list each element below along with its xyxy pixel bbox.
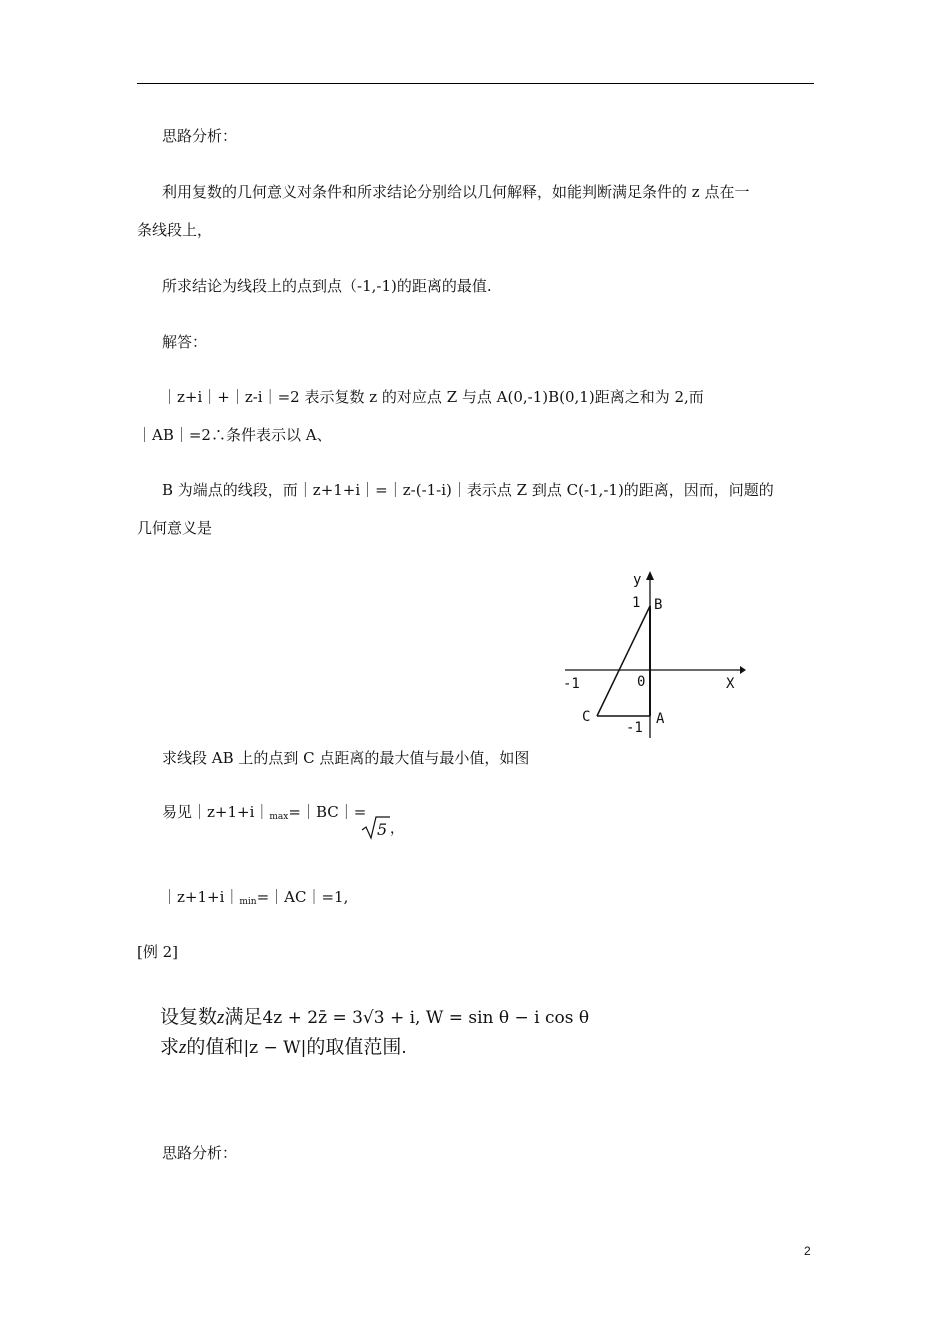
max-suffix: =｜BC｜= xyxy=(288,803,367,821)
analysis-heading-2: 思路分析： xyxy=(162,1144,238,1162)
min-distance-line xyxy=(162,887,348,912)
answer-heading: 解答： xyxy=(162,333,208,351)
segment-cb xyxy=(597,606,650,716)
y-axis-label: y xyxy=(633,572,642,588)
point-c-label: C xyxy=(582,709,591,725)
origin-label: 0 xyxy=(637,674,646,690)
min-prefix: ｜z+1+i｜ xyxy=(162,888,240,906)
x-axis-arrow xyxy=(740,666,746,674)
tick-label-y-1: 1 xyxy=(632,595,641,611)
max-subscript: max xyxy=(269,812,289,822)
coordinate-figure xyxy=(560,566,750,741)
svg-text:5: 5 xyxy=(377,820,388,839)
answer-line-1: ｜z+i｜+｜z-i｜=2 表示复数 z 的对应点 Z 与点 A(0,-1)B(0,1)距离之和为 2,而 xyxy=(162,388,704,406)
min-subscript: min xyxy=(239,897,257,907)
analysis-line-2: 条线段上， xyxy=(137,221,213,239)
problem-line-1: 设复数z满足4z + 2z̄ = 3√3 + i, W = sin θ − i cos θ xyxy=(160,1007,590,1028)
abs-expression: |z − W| xyxy=(243,1038,307,1058)
y-axis-arrow xyxy=(646,571,654,580)
min-suffix: =｜AC｜=1, xyxy=(256,888,349,906)
problem-line-2: 求z的值和|z − W|的取值范围. xyxy=(160,1037,407,1058)
answer-line-3: B 为端点的线段，而｜z+1+i｜=｜z-(-1-i)｜表示点 Z 到点 C(-1,-1)的距离，因而，问题的 xyxy=(162,481,774,499)
x-axis-label: X xyxy=(726,676,735,692)
page-number: 2 xyxy=(804,1244,811,1258)
answer-line-4: 几何意义是 xyxy=(137,519,213,537)
analysis-line-3: 所求结论为线段上的点到点（-1,-1)的距离的最值. xyxy=(162,277,492,295)
answer-line-5: 求线段 AB 上的点到 C 点距离的最大值与最小值，如图 xyxy=(162,749,530,767)
analysis-heading: 思路分析： xyxy=(162,127,238,145)
analysis-line-1: 利用复数的几何意义对条件和所求结论分别给以几何解释，如能判断满足条件的 z 点在一 xyxy=(162,183,750,201)
tick-label-x-neg1: -1 xyxy=(563,676,580,692)
point-a-label: A xyxy=(656,711,665,727)
sqrt-five-formula xyxy=(360,815,404,845)
problem-formula: 4z + 2z̄ = 3√3 + i, W = sin θ − i cos θ xyxy=(262,1008,590,1028)
max-distance-line xyxy=(162,802,366,827)
tick-label-y-neg1: -1 xyxy=(626,720,643,736)
answer-line-2: ｜AB｜=2∴条件表示以 A、 xyxy=(137,426,332,444)
max-prefix: 易见｜z+1+i｜ xyxy=(162,803,270,821)
header-rule xyxy=(137,83,814,84)
radical-sign xyxy=(360,815,404,841)
example-2-problem-image xyxy=(160,1003,589,1063)
svg-text:，: ， xyxy=(390,821,404,837)
example-2-label: [例 2] xyxy=(137,943,179,961)
point-b-label: B xyxy=(654,597,663,613)
